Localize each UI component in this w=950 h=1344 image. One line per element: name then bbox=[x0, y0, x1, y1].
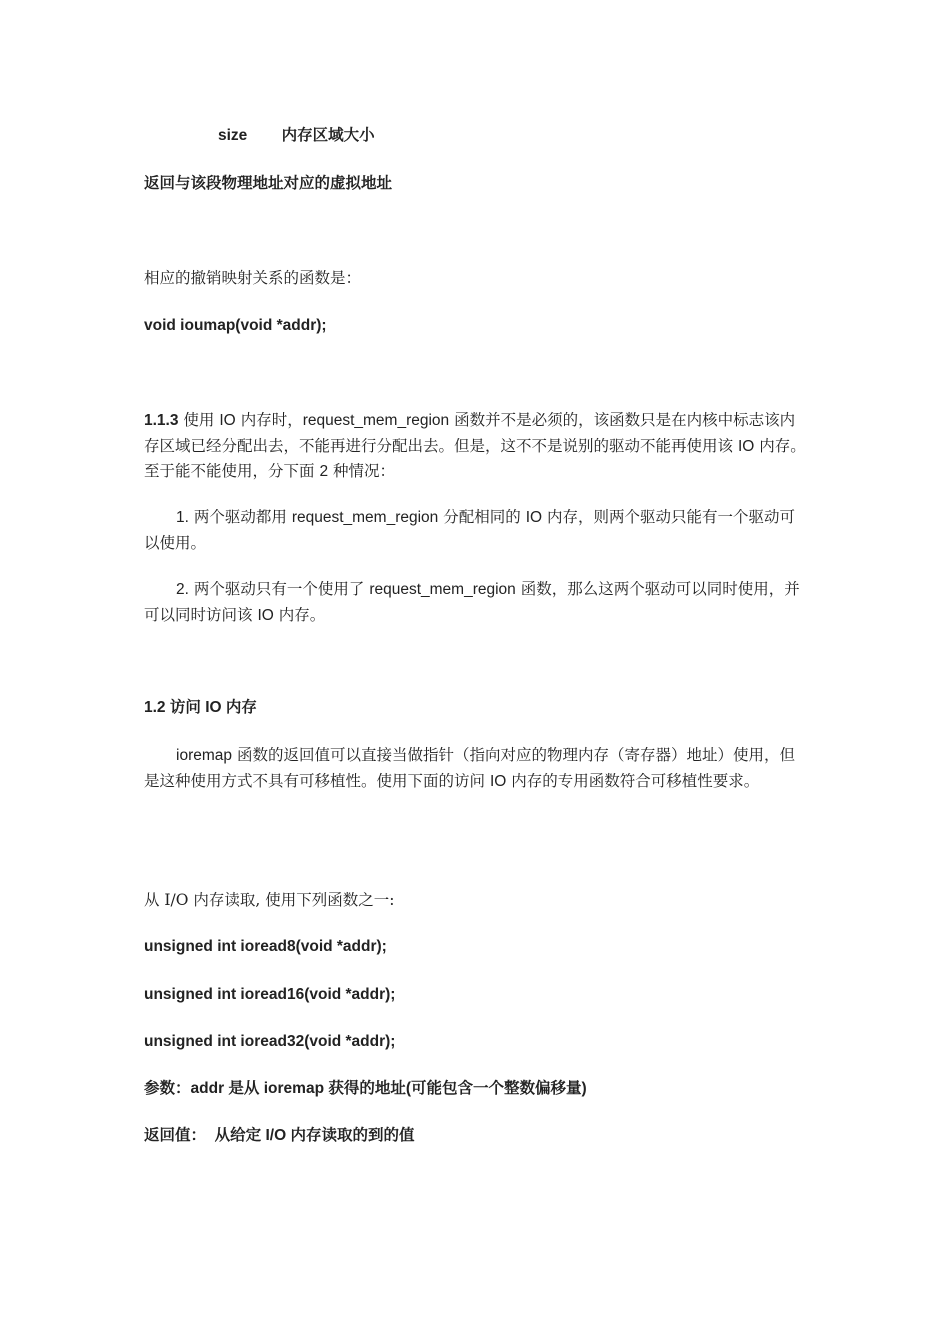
read-func-8: unsigned int ioread8(void *addr); bbox=[144, 938, 387, 955]
read-func-16: unsigned int ioread16(void *addr); bbox=[144, 986, 396, 1003]
return-description: 返回与该段物理地址对应的虚拟地址 bbox=[144, 175, 393, 192]
param-name: size bbox=[218, 127, 248, 144]
unmap-intro: 相应的撤销映射关系的函数是： bbox=[144, 269, 362, 287]
return-note: 返回值： 从给定 I/O 内存读取的到的值 bbox=[144, 1127, 415, 1144]
section-number: 1.1.3 bbox=[144, 412, 179, 429]
function-name: ioremap bbox=[176, 747, 232, 764]
section-12-heading: 1.2 访问 IO 内存 bbox=[144, 699, 257, 716]
case-1-paragraph: 1. 两个驱动都用 request_mem_region 分配相同的 IO 内存，则两个驱动只能有一个驱动可以使用。 bbox=[144, 508, 796, 552]
section-113-paragraph: 1.1.3 使用 IO 内存时，request_mem_region 函数并不是必须的，该函数只是在内核中标志该内存区域已经分配出去，不能再进行分配出去。但是，这不不是说别的驱动不能再使用该 IO 内存。至于能不能使用，分下面 2 种情况： bbox=[144, 411, 806, 480]
param-note: 参数：addr 是从 ioremap 获得的地址(可能包含一个整数偏移量) bbox=[144, 1080, 587, 1097]
param-desc: 内存区域大小 bbox=[281, 127, 375, 144]
unmap-signature: void ioumap(void *addr); bbox=[144, 317, 327, 334]
param-size-line bbox=[144, 124, 808, 148]
read-func-32: unsigned int ioread32(void *addr); bbox=[144, 1033, 396, 1050]
function-name: request_mem_region bbox=[369, 581, 516, 598]
function-name: request_mem_region bbox=[291, 509, 439, 526]
function-name: request_mem_region bbox=[302, 412, 450, 429]
read-intro: 从 I/O 内存读取, 使用下列函数之一: bbox=[144, 891, 395, 909]
case-2-paragraph: 2. 两个驱动只有一个使用了 request_mem_region 函数，那么这两个驱动可以同时使用，并可以同时访问该 IO 内存。 bbox=[144, 580, 800, 624]
ioremap-paragraph: ioremap 函数的返回值可以直接当做指针（指向对应的物理内存（寄存器）地址）使用，但是这种使用方式不具有可移植性。使用下面的访问 IO 内存的专用函数符合可移植性要求。 bbox=[144, 746, 795, 790]
